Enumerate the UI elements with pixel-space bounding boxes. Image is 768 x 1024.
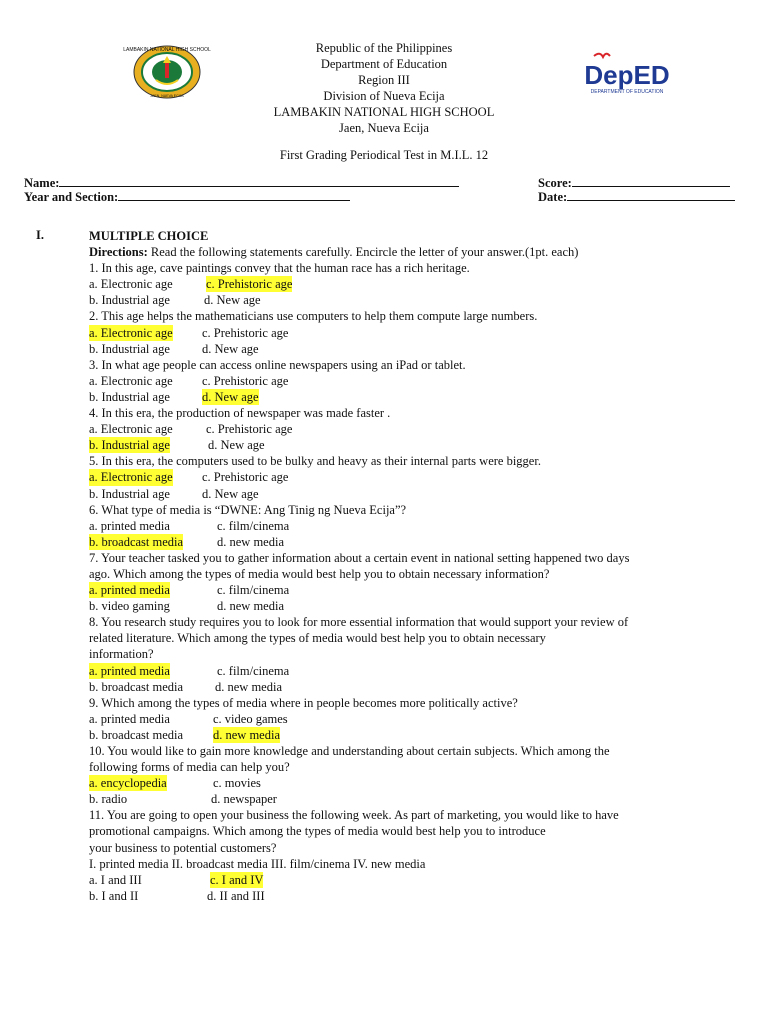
option-b[interactable]: b. Industrial age [89, 438, 170, 453]
option-cell [89, 486, 202, 502]
option-a[interactable]: a. encyclopedia [89, 776, 167, 791]
section-number: I. [36, 228, 44, 242]
option-cell [89, 469, 202, 485]
header-location: Jaen, Nueva Ecija [339, 121, 429, 135]
header-department: Department of Education [320, 57, 448, 71]
option-d[interactable]: d. new media [215, 679, 282, 694]
seal-text: LAMBAKIN NATIONAL HIGH SCHOOL [123, 47, 211, 53]
option-c[interactable]: c. I and IV [210, 872, 264, 887]
option-a[interactable]: a. printed media [89, 518, 170, 533]
option-cell [89, 679, 215, 695]
questions-content [89, 228, 749, 904]
header-republic: Republic of the Philippines [315, 41, 453, 55]
seal-subtext: JAEN, NUEVA ECIJA [150, 94, 184, 98]
option-b[interactable]: b. Industrial age [89, 341, 170, 356]
option-d[interactable]: d. New age [202, 341, 259, 356]
option-row [89, 276, 749, 292]
option-b[interactable]: b. Industrial age [89, 486, 170, 501]
option-cell [89, 325, 202, 341]
option-c[interactable]: c. Prehistoric age [206, 422, 293, 437]
option-row [89, 292, 749, 308]
question-stem: 7. Your teacher tasked you to gather information about a certain event in national setting happened two days [89, 550, 630, 565]
option-c[interactable]: c. Prehistoric age [202, 373, 289, 388]
deped-logo-subtext: DEPARTMENT OF EDUCATION [590, 89, 664, 95]
option-cell [89, 791, 211, 807]
question-stem: 6. What type of media is “DWNE: Ang Tinig ng Nueva Ecija”? [89, 502, 407, 517]
name-line[interactable] [59, 174, 459, 187]
header-region: Region III [358, 73, 410, 87]
question-stem: 5. In this era, the computers used to be bulky and heavy as their internal parts were bigger. [89, 454, 541, 469]
score-line[interactable] [572, 174, 730, 187]
question-stem: ago. Which among the types of media would best help you to obtain necessary information? [89, 566, 550, 581]
option-d[interactable]: d. New age [204, 293, 261, 308]
option-row [89, 534, 749, 550]
directions-label: Directions: [89, 245, 148, 260]
option-cell [89, 727, 213, 743]
name-label: Name: [24, 176, 60, 190]
document-header [0, 40, 768, 136]
question-stem: I. printed media II. broadcast media III. film/cinema IV. new media [89, 856, 426, 871]
option-c[interactable]: c. Prehistoric age [202, 325, 289, 340]
option-b[interactable]: b. Industrial age [89, 389, 170, 404]
question-stem: 1. In this age, cave paintings convey that the human race has a rich heritage. [89, 261, 470, 276]
option-cell [89, 888, 207, 904]
question-stem: related literature. Which among the types of media would best help you to obtain necessary [89, 631, 546, 646]
option-cell [89, 663, 217, 679]
option-cell [89, 421, 206, 437]
option-b[interactable]: b. broadcast media [89, 534, 184, 549]
option-cell [89, 534, 217, 550]
option-cell [89, 437, 208, 453]
option-a[interactable]: a. I and III [89, 872, 142, 887]
option-row [89, 888, 749, 904]
option-d[interactable]: d. New age [202, 389, 259, 404]
option-c[interactable]: c. Prehistoric age [202, 470, 289, 485]
option-cell [89, 582, 217, 598]
option-row [89, 582, 749, 598]
option-c[interactable]: c. Prehistoric age [206, 277, 293, 292]
option-row [89, 872, 749, 888]
option-row [89, 389, 749, 405]
option-cell [89, 373, 202, 389]
option-row [89, 711, 749, 727]
question-stem: 8. You research study requires you to look for more essential information that would support your review of [89, 615, 629, 630]
question-stem: promotional campaigns. Which among the types of media would best help you to introduce [89, 824, 546, 839]
question-stem: 2. This age helps the mathematicians use computers to help them compute large numbers. [89, 309, 538, 324]
option-c[interactable]: c. film/cinema [217, 663, 290, 678]
option-row [89, 469, 749, 485]
question-stem: 10. You would like to gain more knowledge and understanding about certain subjects. Which among the [89, 744, 610, 758]
option-cell [89, 598, 217, 614]
date-label: Date: [538, 190, 568, 204]
option-d[interactable]: d. II and III [207, 888, 265, 903]
option-cell [89, 276, 206, 292]
option-b[interactable]: b. Industrial age [89, 293, 170, 308]
option-d[interactable]: d. new media [213, 727, 280, 742]
option-c[interactable]: c. film/cinema [217, 583, 290, 598]
option-a[interactable]: a. Electronic age [89, 373, 173, 388]
option-row [89, 341, 749, 357]
option-row [89, 518, 749, 534]
option-row [89, 325, 749, 341]
question-stem: information? [89, 647, 154, 662]
question-stem: 4. In this era, the production of newspaper was made faster . [89, 406, 391, 421]
option-b[interactable]: b. radio [89, 792, 128, 807]
option-cell [89, 518, 217, 534]
option-row [89, 598, 749, 614]
option-d[interactable]: d. New age [208, 438, 265, 453]
question-stem: 9. Which among the types of media where in people becomes more politically active? [89, 695, 518, 710]
option-a[interactable]: a. printed media [89, 583, 170, 598]
option-a[interactable]: a. Electronic age [89, 422, 173, 437]
question-stem: 11. You are going to open your business the following week. As part of marketing, you would like to have [89, 808, 619, 823]
option-row [89, 775, 749, 791]
option-row [89, 727, 749, 743]
option-row [89, 791, 749, 807]
date-field[interactable] [538, 188, 735, 205]
option-c[interactable]: c. video games [213, 711, 288, 726]
option-a[interactable]: a. Electronic age [89, 277, 173, 292]
option-b[interactable]: b. video gaming [89, 599, 170, 614]
option-row [89, 663, 749, 679]
option-row [89, 486, 749, 502]
option-a[interactable]: a. Electronic age [89, 325, 173, 340]
option-b[interactable]: b. broadcast media [89, 679, 184, 694]
option-cell [89, 711, 213, 727]
year-section-field[interactable] [24, 188, 350, 205]
option-a[interactable]: a. printed media [89, 663, 170, 678]
year-section-label: Year and Section: [24, 190, 119, 204]
option-c[interactable]: c. movies [213, 776, 261, 791]
section-title: MULTIPLE CHOICE [89, 229, 209, 243]
option-row [89, 373, 749, 389]
question-stem: following forms of media can help you? [89, 760, 290, 775]
deped-logo-text: DepED [584, 60, 670, 90]
option-row [89, 679, 749, 695]
year-section-line[interactable] [118, 188, 350, 201]
header-school: LAMBAKIN NATIONAL HIGH SCHOOL [273, 105, 495, 119]
question-stem: your business to potential customers? [89, 840, 277, 855]
option-row [89, 437, 749, 453]
directions-text: Read the following statements carefully. Encircle the letter of your answer.(1pt. each) [147, 245, 579, 260]
option-d[interactable]: d. new media [217, 599, 284, 614]
option-a[interactable]: a. Electronic age [89, 470, 173, 485]
question-stem: 3. In what age people can access online newspapers using an iPad or tablet. [89, 357, 466, 372]
test-title: First Grading Periodical Test in M.I.L. 12 [279, 148, 489, 162]
option-cell [89, 775, 213, 791]
option-cell [89, 292, 204, 308]
directions [89, 244, 749, 260]
option-d[interactable]: d. new media [217, 534, 284, 549]
option-d[interactable]: d. newspaper [211, 792, 277, 807]
option-b[interactable]: b. broadcast media [89, 727, 184, 742]
option-cell [89, 872, 210, 888]
option-d[interactable]: d. New age [202, 486, 259, 501]
option-b[interactable]: b. I and II [89, 888, 139, 903]
option-c[interactable]: c. film/cinema [217, 518, 290, 533]
option-a[interactable]: a. printed media [89, 711, 170, 726]
option-cell [89, 341, 202, 357]
option-cell [89, 389, 202, 405]
header-division: Division of Nueva Ecija [323, 89, 445, 103]
date-line[interactable] [567, 188, 735, 201]
option-row [89, 421, 749, 437]
score-label: Score: [538, 176, 572, 190]
